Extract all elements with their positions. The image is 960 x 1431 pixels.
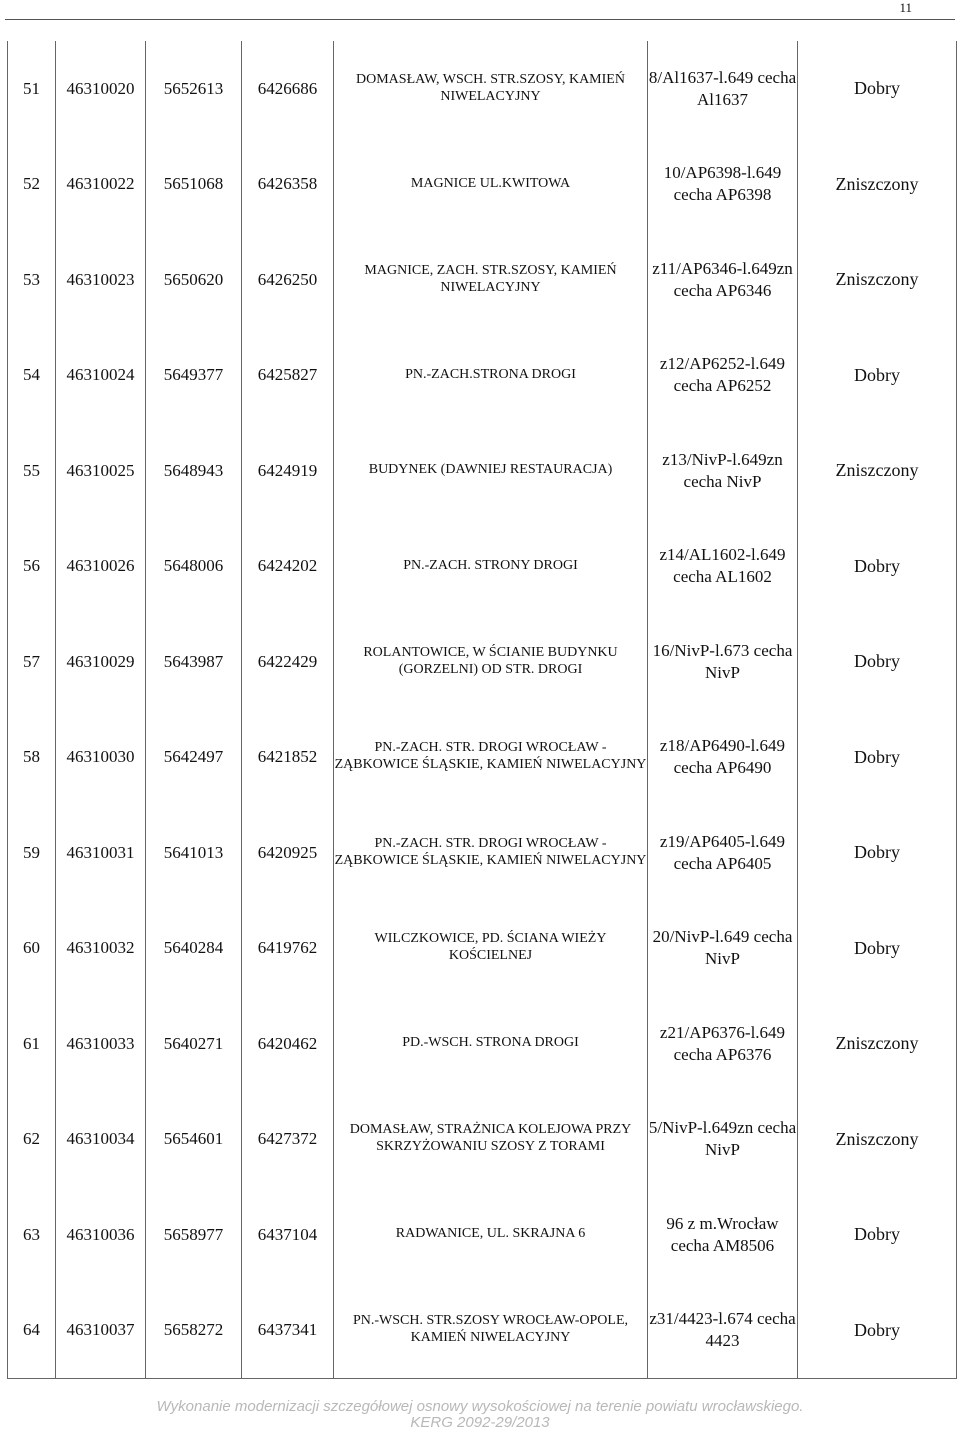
cell-y: 6437341 — [242, 1283, 334, 1379]
cell-lp: 60 — [8, 901, 56, 997]
cell-description: PN.-ZACH. STR. DROGI WROCŁAW - ZĄBKOWICE ŚLĄSKIE, KAMIEŃ NIWELACYJNY — [334, 805, 648, 901]
table-row — [8, 41, 957, 137]
cell-x: 5648006 — [146, 519, 242, 615]
cell-condition: Dobry — [798, 901, 957, 997]
cell-mark: z12/AP6252-l.649 cecha AP6252 — [648, 328, 798, 424]
cell-y: 6437104 — [242, 1187, 334, 1283]
cell-y: 6424919 — [242, 423, 334, 519]
table-row — [8, 328, 957, 424]
table-row — [8, 423, 957, 519]
cell-x: 5652613 — [146, 41, 242, 137]
table-row — [8, 1283, 957, 1379]
cell-mark: 8/Al1637-l.649 cecha Al1637 — [648, 41, 798, 137]
cell-x: 5641013 — [146, 805, 242, 901]
table-row — [8, 996, 957, 1092]
cell-x: 5651068 — [146, 137, 242, 233]
cell-y: 6420925 — [242, 805, 334, 901]
cell-y: 6422429 — [242, 614, 334, 710]
cell-mark: 5/NivP-l.649zn cecha NivP — [648, 1092, 798, 1188]
cell-id: 46310034 — [56, 1092, 146, 1188]
benchmark-table — [7, 41, 957, 1379]
cell-x: 5650620 — [146, 232, 242, 328]
cell-id: 46310036 — [56, 1187, 146, 1283]
table-row — [8, 710, 957, 806]
cell-id: 46310030 — [56, 710, 146, 806]
cell-mark: z11/AP6346-l.649zn cecha AP6346 — [648, 232, 798, 328]
cell-condition: Dobry — [798, 519, 957, 615]
cell-condition: Zniszczony — [798, 137, 957, 233]
cell-description: PN.-ZACH. STR. DROGI WROCŁAW - ZĄBKOWICE ŚLĄSKIE, KAMIEŃ NIWELACYJNY — [334, 710, 648, 806]
cell-mark: 96 z m.Wrocław cecha AM8506 — [648, 1187, 798, 1283]
cell-description: BUDYNEK (DAWNIEJ RESTAURACJA) — [334, 423, 648, 519]
cell-description: MAGNICE, ZACH. STR.SZOSY, KAMIEŃ NIWELACYJNY — [334, 232, 648, 328]
cell-id: 46310024 — [56, 328, 146, 424]
cell-y: 6425827 — [242, 328, 334, 424]
cell-y: 6426686 — [242, 41, 334, 137]
table-row — [8, 232, 957, 328]
cell-x: 5642497 — [146, 710, 242, 806]
cell-x: 5643987 — [146, 614, 242, 710]
cell-lp: 53 — [8, 232, 56, 328]
cell-description: RADWANICE, UL. SKRAJNA 6 — [334, 1187, 648, 1283]
cell-lp: 63 — [8, 1187, 56, 1283]
cell-condition: Dobry — [798, 41, 957, 137]
cell-y: 6420462 — [242, 996, 334, 1092]
cell-mark: z18/AP6490-l.649 cecha AP6490 — [648, 710, 798, 806]
cell-description: PN.-WSCH. STR.SZOSY WROCŁAW-OPOLE, KAMIEŃ NIWELACYJNY — [334, 1283, 648, 1379]
cell-lp: 57 — [8, 614, 56, 710]
cell-x: 5640271 — [146, 996, 242, 1092]
cell-lp: 59 — [8, 805, 56, 901]
cell-mark: z19/AP6405-l.649 cecha AP6405 — [648, 805, 798, 901]
cell-id: 46310029 — [56, 614, 146, 710]
cell-mark: 20/NivP-l.649 cecha NivP — [648, 901, 798, 997]
cell-condition: Zniszczony — [798, 232, 957, 328]
table-row — [8, 901, 957, 997]
cell-condition: Dobry — [798, 614, 957, 710]
cell-x: 5648943 — [146, 423, 242, 519]
cell-description: ROLANTOWICE, W ŚCIANIE BUDYNKU (GORZELNI) OD STR. DROGI — [334, 614, 648, 710]
cell-id: 46310020 — [56, 41, 146, 137]
table-body — [8, 41, 957, 1379]
cell-mark: z21/AP6376-l.649 cecha AP6376 — [648, 996, 798, 1092]
table-row — [8, 1187, 957, 1283]
cell-lp: 62 — [8, 1092, 56, 1188]
cell-lp: 56 — [8, 519, 56, 615]
cell-condition: Dobry — [798, 710, 957, 806]
cell-mark: z31/4423-l.674 cecha 4423 — [648, 1283, 798, 1379]
cell-mark: 16/NivP-l.673 cecha NivP — [648, 614, 798, 710]
cell-id: 46310037 — [56, 1283, 146, 1379]
cell-description: MAGNICE UL.KWITOWA — [334, 137, 648, 233]
cell-condition: Zniszczony — [798, 996, 957, 1092]
cell-description: PN.-ZACH.STRONA DROGI — [334, 328, 648, 424]
cell-y: 6426358 — [242, 137, 334, 233]
cell-y: 6421852 — [242, 710, 334, 806]
cell-lp: 52 — [8, 137, 56, 233]
cell-x: 5658977 — [146, 1187, 242, 1283]
cell-lp: 51 — [8, 41, 56, 137]
cell-description: WILCZKOWICE, PD. ŚCIANA WIEŻY KOŚCIELNEJ — [334, 901, 648, 997]
cell-id: 46310032 — [56, 901, 146, 997]
cell-lp: 55 — [8, 423, 56, 519]
cell-lp: 61 — [8, 996, 56, 1092]
cell-x: 5654601 — [146, 1092, 242, 1188]
table-row — [8, 805, 957, 901]
cell-mark: 10/AP6398-l.649 cecha AP6398 — [648, 137, 798, 233]
cell-lp: 58 — [8, 710, 56, 806]
cell-mark: z14/AL1602-l.649 cecha AL1602 — [648, 519, 798, 615]
cell-lp: 54 — [8, 328, 56, 424]
cell-y: 6424202 — [242, 519, 334, 615]
cell-id: 46310025 — [56, 423, 146, 519]
cell-condition: Dobry — [798, 328, 957, 424]
cell-condition: Zniszczony — [798, 1092, 957, 1188]
table-row — [8, 137, 957, 233]
cell-y: 6419762 — [242, 901, 334, 997]
cell-description: DOMASŁAW, STRAŻNICA KOLEJOWA PRZY SKRZYŻOWANIU SZOSY Z TORAMI — [334, 1092, 648, 1188]
table-row — [8, 614, 957, 710]
header-divider — [5, 19, 955, 20]
cell-y: 6427372 — [242, 1092, 334, 1188]
cell-id: 46310033 — [56, 996, 146, 1092]
page-number: 11 — [899, 0, 912, 15]
footer-reference: KERG 2092-29/2013 — [410, 1414, 550, 1431]
cell-id: 46310023 — [56, 232, 146, 328]
cell-description: DOMASŁAW, WSCH. STR.SZOSY, KAMIEŃ NIWELACYJNY — [334, 41, 648, 137]
table-row — [8, 1092, 957, 1188]
cell-condition: Dobry — [798, 1283, 957, 1379]
cell-condition: Dobry — [798, 805, 957, 901]
cell-description: PN.-ZACH. STRONY DROGI — [334, 519, 648, 615]
cell-x: 5658272 — [146, 1283, 242, 1379]
cell-description: PD.-WSCH. STRONA DROGI — [334, 996, 648, 1092]
table-row — [8, 519, 957, 615]
cell-y: 6426250 — [242, 232, 334, 328]
footer-project-title: Wykonanie modernizacji szczegółowej osnowy wysokościowej na terenie powiatu wrocławskiego. — [156, 1398, 804, 1415]
cell-condition: Dobry — [798, 1187, 957, 1283]
cell-mark: z13/NivP-l.649zn cecha NivP — [648, 423, 798, 519]
cell-lp: 64 — [8, 1283, 56, 1379]
cell-x: 5649377 — [146, 328, 242, 424]
cell-condition: Zniszczony — [798, 423, 957, 519]
cell-id: 46310031 — [56, 805, 146, 901]
cell-id: 46310026 — [56, 519, 146, 615]
cell-x: 5640284 — [146, 901, 242, 997]
cell-id: 46310022 — [56, 137, 146, 233]
